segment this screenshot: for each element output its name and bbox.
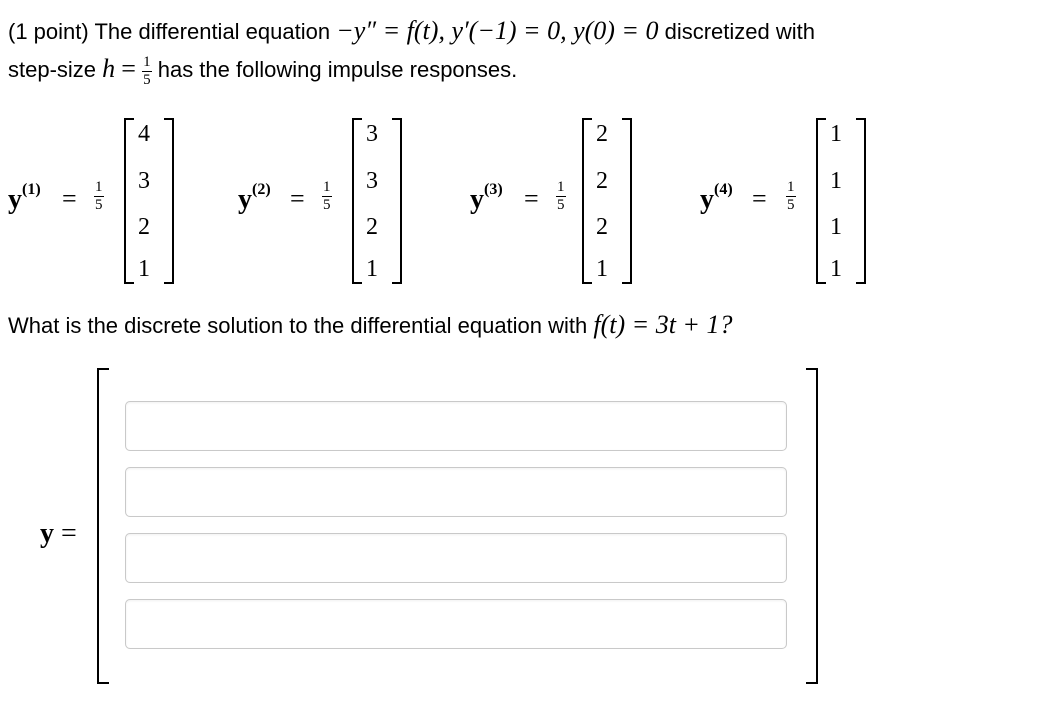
vector-entry: 3 [366,168,378,194]
problem-line-2 [8,54,517,88]
problem-after-h: has the following impulse responses. [157,57,518,82]
answer-input-3[interactable] [125,533,787,583]
vector-entry: 1 [830,256,842,282]
coefficient-fraction: 1 5 [787,179,795,213]
vector-label: $y^{(1)}$ [8,180,41,215]
problem-line-1 [8,16,815,46]
right-bracket [856,118,866,284]
vector-label: $y^{(2)}$ [238,180,271,215]
forcing-function: f(t) = 3t + 1? [593,310,733,339]
vector-entry: 1 [138,256,150,282]
fraction-numerator: 1 [143,53,151,70]
answer-right-bracket [806,368,818,684]
impulse-response-1: $y^{(1)}$ = 1 5 4 3 2 1 [8,118,178,284]
vector-entry: 2 [596,168,608,194]
answer-input-2[interactable] [125,467,787,517]
step-size-label: step-size [8,57,97,82]
problem-intro: The differential equation [94,19,331,44]
vector-entry: 1 [830,168,842,194]
vector-entry: 2 [596,214,608,240]
impulse-response-4: $y^{(4)}$ = 1 5 1 1 1 1 [700,118,870,284]
vector-entry: 4 [138,121,150,147]
answer-input-4[interactable] [125,599,787,649]
vector-entry: 2 [366,214,378,240]
vector-entry: 1 [830,121,842,147]
question-line [8,310,732,340]
question-text: What is the discrete solution to the differential equation with [8,313,588,338]
answer-left-bracket [97,368,109,684]
coefficient-fraction: 1 5 [323,179,331,213]
right-bracket [622,118,632,284]
answer-input-1[interactable] [125,401,787,451]
vector-entry: 1 [596,256,608,282]
vector-entry: 3 [138,168,150,194]
right-bracket [392,118,402,284]
step-size-fraction [142,55,152,88]
fraction-denominator: 5 [143,71,151,88]
problem-after-equation: discretized with [664,19,815,44]
right-bracket [164,118,174,284]
coefficient-fraction: 1 5 [557,179,565,213]
vector-entry: 1 [830,214,842,240]
vector-entry: 2 [596,121,608,147]
impulse-response-3: $y^{(3)}$ = 1 5 2 2 2 1 [470,118,640,284]
equals-sign: = [121,54,136,83]
vector-label: $y^{(4)}$ [700,180,733,215]
vector-entry: 3 [366,121,378,147]
vector-label: $y^{(3)}$ [470,180,503,215]
points-label: (1 point) [8,19,89,44]
h-symbol: h [102,54,116,83]
answer-label: y = [40,518,77,549]
coefficient-fraction: 1 5 [95,179,103,213]
vector-entry: 1 [366,256,378,282]
impulse-response-2: $y^{(2)}$ = 1 5 3 3 2 1 [238,118,408,284]
equation: −y″ = f(t), y′(−1) = 0, y(0) = 0 [336,16,659,45]
vector-entry: 2 [138,214,150,240]
